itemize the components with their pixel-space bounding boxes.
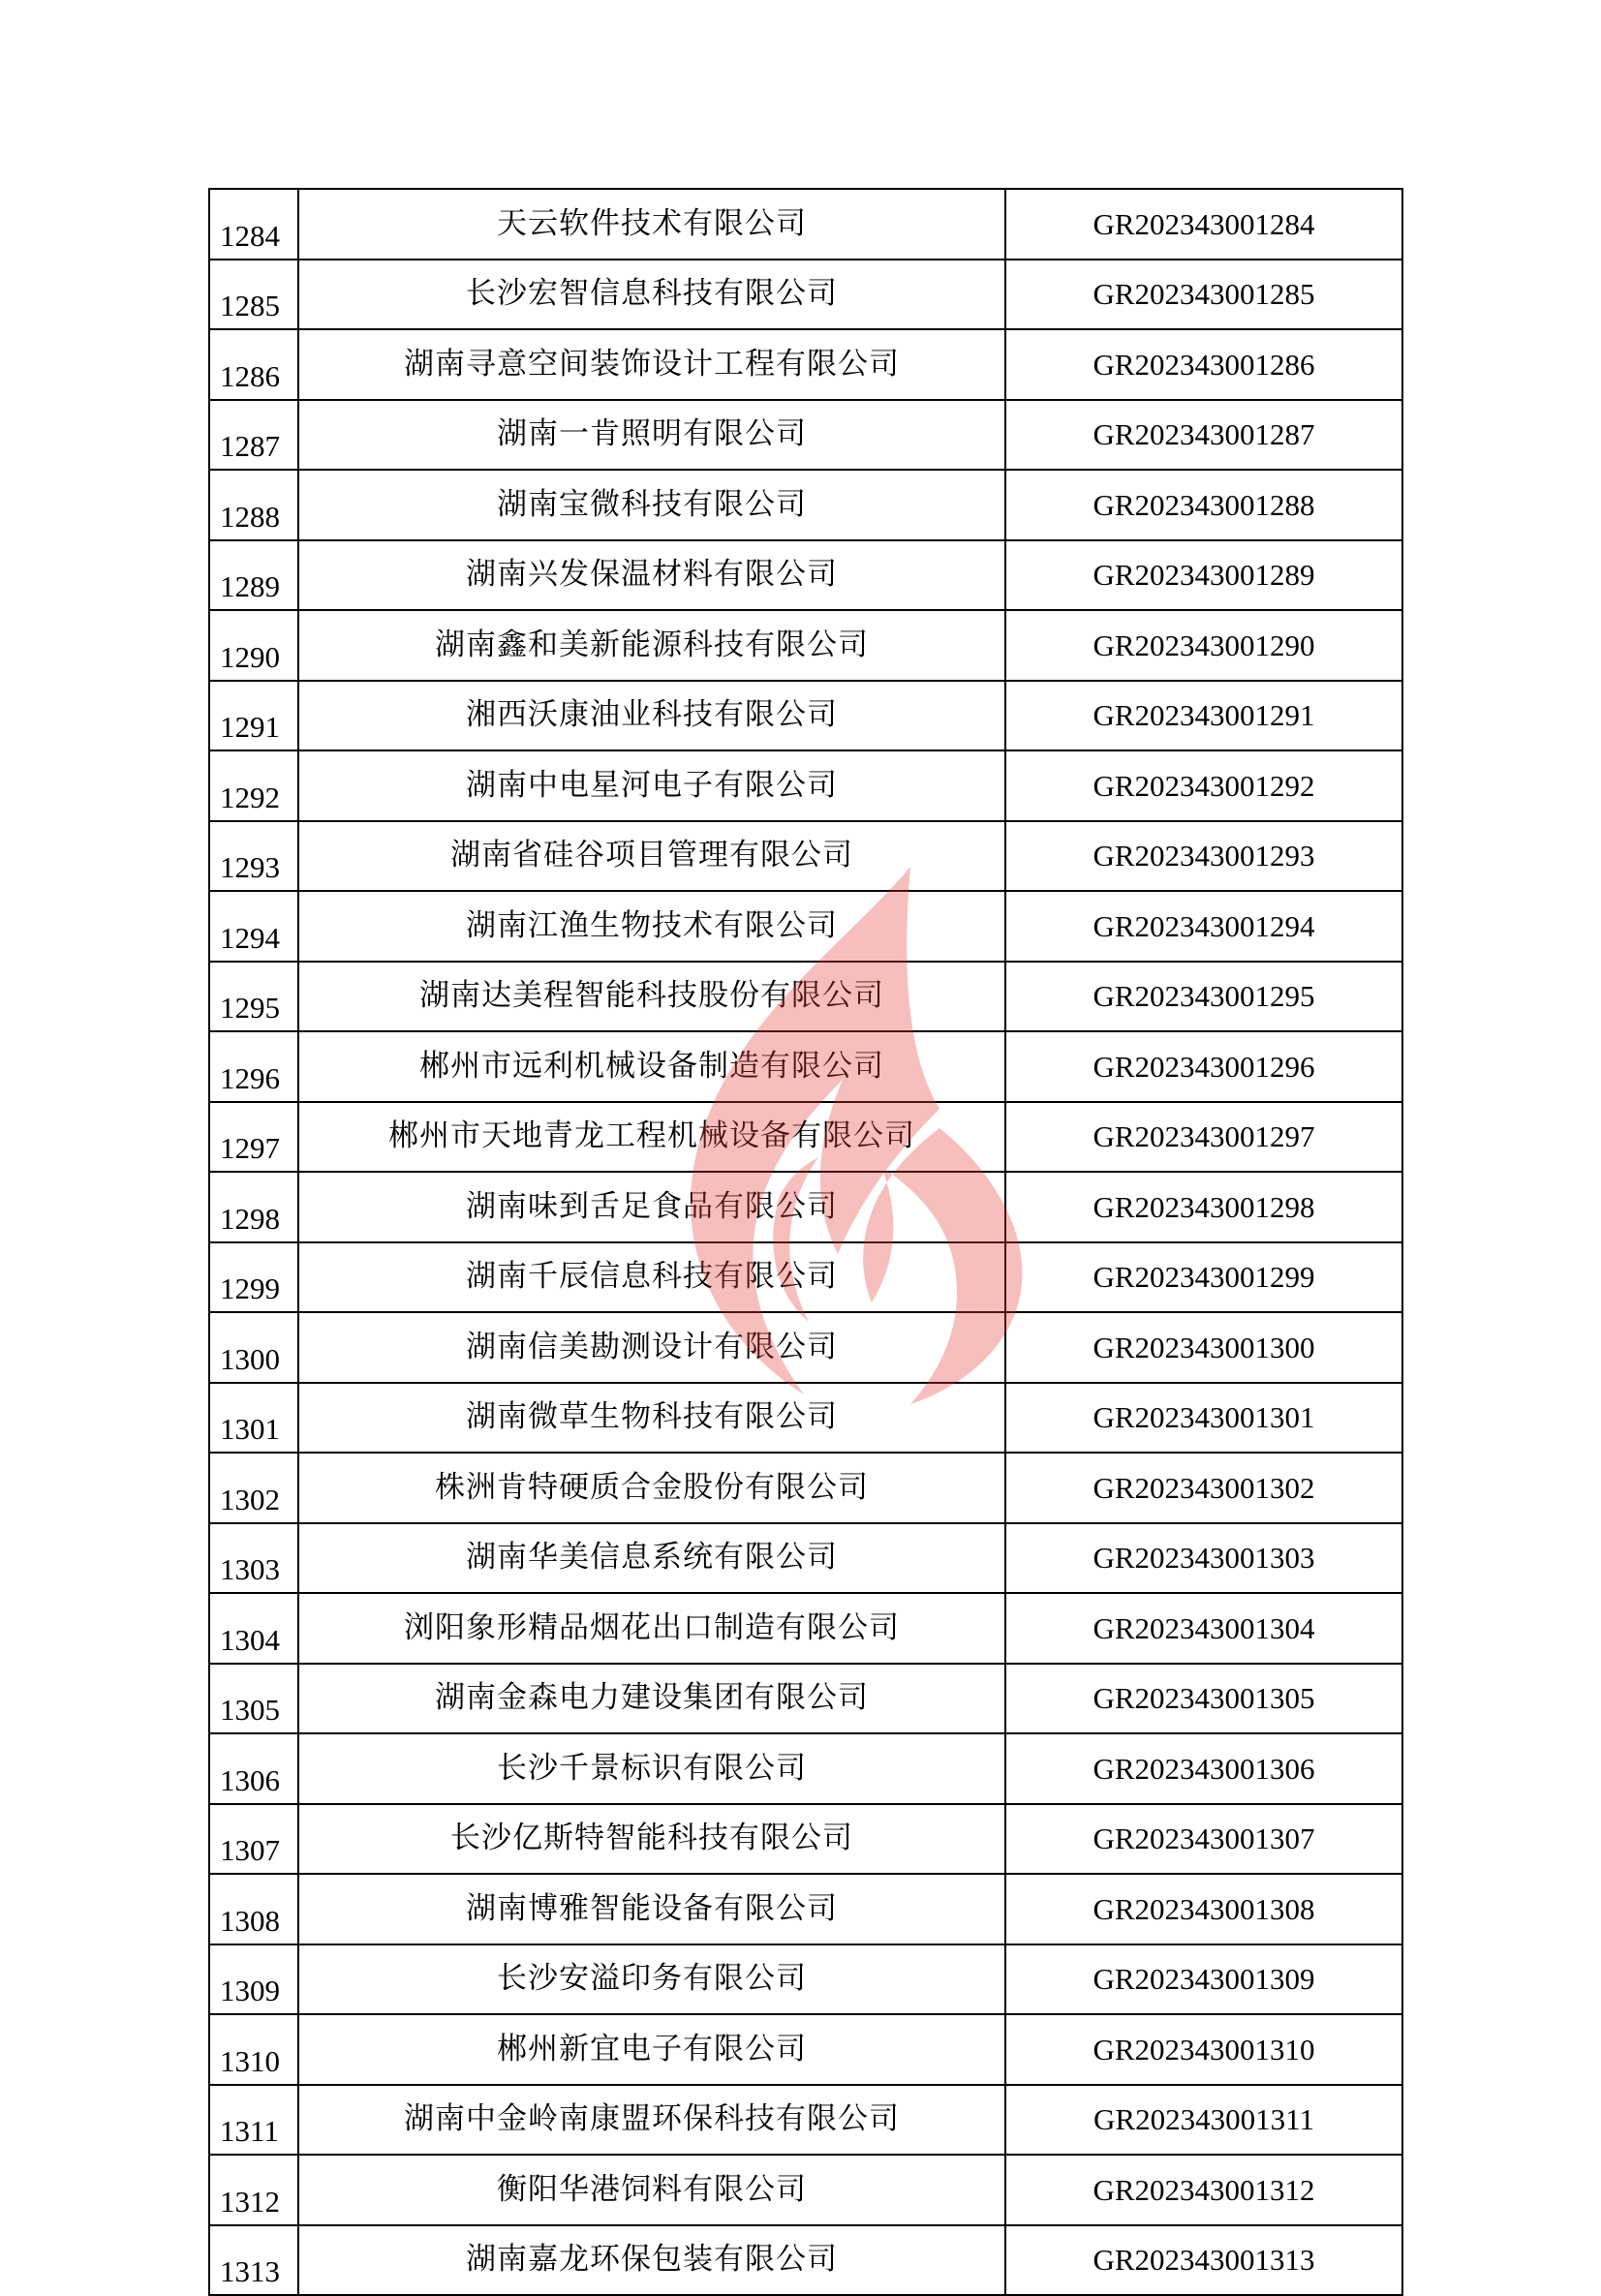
certificate-number: GR202343001286	[1005, 329, 1402, 400]
table-row	[209, 1172, 1402, 1242]
table-row	[209, 821, 1402, 892]
table-body	[209, 189, 1402, 2295]
company-name: 湖南兴发保温材料有限公司	[298, 540, 1005, 611]
table-row	[209, 2155, 1402, 2225]
row-sequence-number: 1313	[209, 2225, 298, 2296]
table-row	[209, 1453, 1402, 1523]
row-sequence-number: 1305	[209, 1664, 298, 1734]
row-sequence-number: 1306	[209, 1733, 298, 1804]
certificate-number: GR202343001285	[1005, 260, 1402, 330]
certificate-number: GR202343001288	[1005, 470, 1402, 540]
company-name: 湖南信美勘测设计有限公司	[298, 1312, 1005, 1383]
company-name: 长沙千景标识有限公司	[298, 1733, 1005, 1804]
company-name: 长沙安溢印务有限公司	[298, 1944, 1005, 2015]
certificate-number: GR202343001298	[1005, 1172, 1402, 1242]
table-row	[209, 2014, 1402, 2085]
company-name: 湖南中电星河电子有限公司	[298, 750, 1005, 821]
certificate-number: GR202343001301	[1005, 1383, 1402, 1454]
row-sequence-number: 1291	[209, 681, 298, 751]
company-name: 湘西沃康油业科技有限公司	[298, 681, 1005, 751]
row-sequence-number: 1284	[209, 189, 298, 260]
company-name: 郴州市天地青龙工程机械设备有限公司	[298, 1102, 1005, 1173]
row-sequence-number: 1299	[209, 1242, 298, 1313]
table-row	[209, 1593, 1402, 1664]
company-name: 浏阳象形精品烟花出口制造有限公司	[298, 1593, 1005, 1664]
table-row	[209, 1102, 1402, 1173]
certificate-number: GR202343001312	[1005, 2155, 1402, 2225]
company-name: 长沙宏智信息科技有限公司	[298, 260, 1005, 330]
company-name: 湖南中金岭南康盟环保科技有限公司	[298, 2085, 1005, 2156]
certificate-number: GR202343001284	[1005, 189, 1402, 260]
table-row	[209, 1383, 1402, 1454]
table-row	[209, 470, 1402, 540]
row-sequence-number: 1288	[209, 470, 298, 540]
company-name: 衡阳华港饲料有限公司	[298, 2155, 1005, 2225]
company-name: 湖南华美信息系统有限公司	[298, 1523, 1005, 1594]
certificate-number: GR202343001290	[1005, 610, 1402, 681]
row-sequence-number: 1286	[209, 329, 298, 400]
certificate-number: GR202343001305	[1005, 1664, 1402, 1734]
row-sequence-number: 1296	[209, 1031, 298, 1102]
company-name: 湖南达美程智能科技股份有限公司	[298, 962, 1005, 1032]
certificate-number: GR202343001310	[1005, 2014, 1402, 2085]
table-row	[209, 400, 1402, 471]
table-row	[209, 1733, 1402, 1804]
certificate-number: GR202343001296	[1005, 1031, 1402, 1102]
company-name: 湖南宝微科技有限公司	[298, 470, 1005, 540]
company-name: 湖南江渔生物技术有限公司	[298, 891, 1005, 962]
company-name: 湖南鑫和美新能源科技有限公司	[298, 610, 1005, 681]
certificate-number: GR202343001291	[1005, 681, 1402, 751]
company-name: 湖南博雅智能设备有限公司	[298, 1874, 1005, 1944]
row-sequence-number: 1292	[209, 750, 298, 821]
table-row	[209, 1944, 1402, 2015]
row-sequence-number: 1301	[209, 1383, 298, 1454]
certificate-number: GR202343001302	[1005, 1453, 1402, 1523]
row-sequence-number: 1287	[209, 400, 298, 471]
row-sequence-number: 1298	[209, 1172, 298, 1242]
certificate-number: GR202343001289	[1005, 540, 1402, 611]
table-row	[209, 329, 1402, 400]
table-row	[209, 260, 1402, 330]
row-sequence-number: 1300	[209, 1312, 298, 1383]
certificate-number: GR202343001303	[1005, 1523, 1402, 1594]
certificate-number: GR202343001307	[1005, 1804, 1402, 1875]
certificate-number: GR202343001308	[1005, 1874, 1402, 1944]
table-row	[209, 2085, 1402, 2156]
certificate-number: GR202343001311	[1005, 2085, 1402, 2156]
row-sequence-number: 1297	[209, 1102, 298, 1173]
table-row	[209, 189, 1402, 260]
table-row	[209, 1804, 1402, 1875]
certificate-number: GR202343001299	[1005, 1242, 1402, 1313]
row-sequence-number: 1289	[209, 540, 298, 611]
certificate-number: GR202343001297	[1005, 1102, 1402, 1173]
certificate-number: GR202343001304	[1005, 1593, 1402, 1664]
table-row	[209, 891, 1402, 962]
table-row	[209, 1874, 1402, 1944]
company-name: 长沙亿斯特智能科技有限公司	[298, 1804, 1005, 1875]
table-row	[209, 1664, 1402, 1734]
company-name: 湖南金森电力建设集团有限公司	[298, 1664, 1005, 1734]
company-name: 湖南千辰信息科技有限公司	[298, 1242, 1005, 1313]
company-name: 天云软件技术有限公司	[298, 189, 1005, 260]
certificate-number: GR202343001313	[1005, 2225, 1402, 2296]
company-name: 郴州新宜电子有限公司	[298, 2014, 1005, 2085]
row-sequence-number: 1295	[209, 962, 298, 1032]
company-name: 湖南省硅谷项目管理有限公司	[298, 821, 1005, 892]
row-sequence-number: 1310	[209, 2014, 298, 2085]
certificate-number: GR202343001306	[1005, 1733, 1402, 1804]
row-sequence-number: 1303	[209, 1523, 298, 1594]
table-row	[209, 1523, 1402, 1594]
certificate-number: GR202343001300	[1005, 1312, 1402, 1383]
table-row	[209, 962, 1402, 1032]
table-row	[209, 610, 1402, 681]
certificate-number: GR202343001293	[1005, 821, 1402, 892]
table-row	[209, 1242, 1402, 1313]
certificate-number: GR202343001294	[1005, 891, 1402, 962]
table-row	[209, 750, 1402, 821]
company-name: 湖南味到舌足食品有限公司	[298, 1172, 1005, 1242]
company-name: 株洲肯特硬质合金股份有限公司	[298, 1453, 1005, 1523]
company-name: 湖南嘉龙环保包装有限公司	[298, 2225, 1005, 2296]
company-name: 湖南寻意空间装饰设计工程有限公司	[298, 329, 1005, 400]
row-sequence-number: 1290	[209, 610, 298, 681]
table-row	[209, 1031, 1402, 1102]
certificate-number: GR202343001295	[1005, 962, 1402, 1032]
company-name: 郴州市远利机械设备制造有限公司	[298, 1031, 1005, 1102]
row-sequence-number: 1293	[209, 821, 298, 892]
row-sequence-number: 1302	[209, 1453, 298, 1523]
row-sequence-number: 1311	[209, 2085, 298, 2156]
certificate-number: GR202343001287	[1005, 400, 1402, 471]
row-sequence-number: 1312	[209, 2155, 298, 2225]
certificate-number: GR202343001309	[1005, 1944, 1402, 2015]
row-sequence-number: 1294	[209, 891, 298, 962]
row-sequence-number: 1285	[209, 260, 298, 330]
row-sequence-number: 1308	[209, 1874, 298, 1944]
row-sequence-number: 1304	[209, 1593, 298, 1664]
certificate-number: GR202343001292	[1005, 750, 1402, 821]
row-sequence-number: 1307	[209, 1804, 298, 1875]
table-row	[209, 1312, 1402, 1383]
table-row	[209, 540, 1402, 611]
row-sequence-number: 1309	[209, 1944, 298, 2015]
table-row	[209, 681, 1402, 751]
company-name: 湖南微草生物科技有限公司	[298, 1383, 1005, 1454]
company-name: 湖南一肯照明有限公司	[298, 400, 1005, 471]
table-row	[209, 2225, 1402, 2296]
company-registry-table	[208, 188, 1403, 2296]
